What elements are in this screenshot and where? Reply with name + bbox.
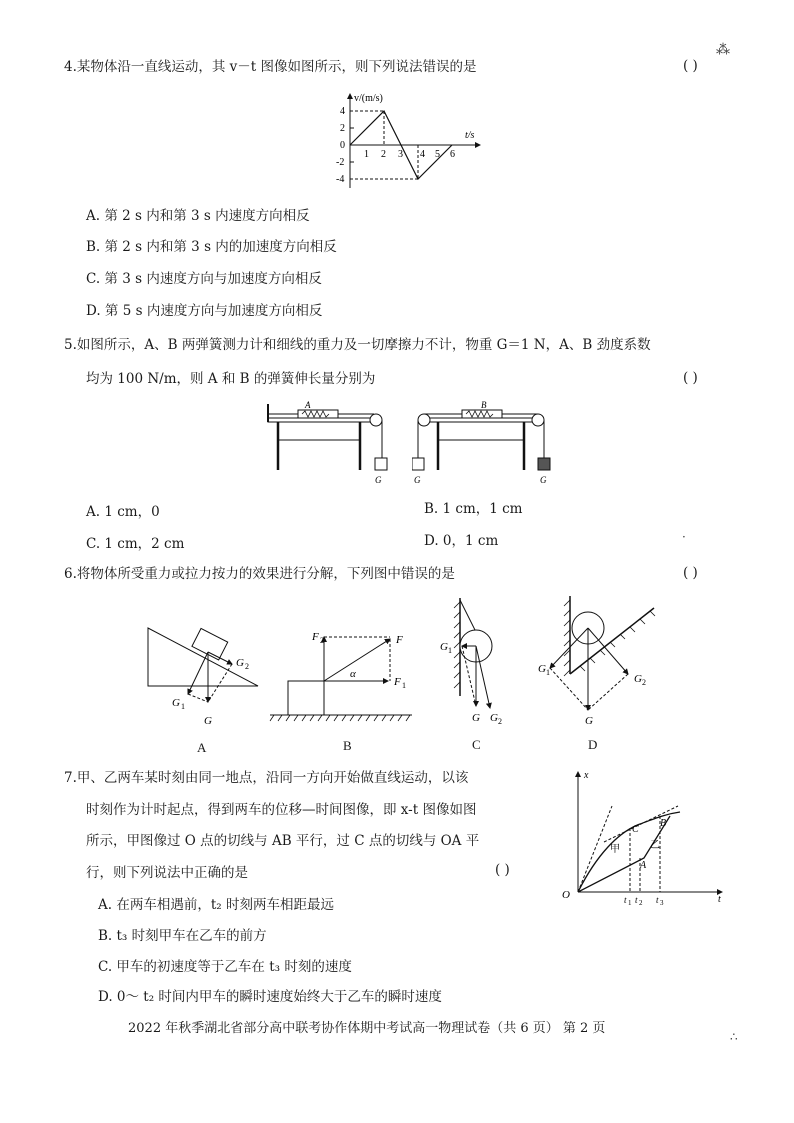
q7-stem-line3: 所示，甲图像过 O 点的切线与 AB 平行，过 C 点的切线与 OA 平 (86, 833, 480, 849)
q7-point-c: C (632, 824, 639, 835)
q6a-g1-label: G (172, 697, 180, 709)
q7-curve-yi-label: 乙 (650, 840, 660, 851)
q6-figure-d (530, 592, 670, 732)
q6b-f2-label: F (312, 631, 319, 643)
q4-xtick: 3 (398, 149, 403, 160)
q6-caption-a[interactable]: A (197, 740, 207, 755)
q7-option-c[interactable]: C. 甲车的初速度等于乙车在 t₃ 时刻的速度 (98, 959, 352, 975)
q6d-g1-label: G (538, 663, 546, 675)
q6b-f2-sub: 2 (320, 636, 324, 645)
q4-ylabel: v/(m/s) (354, 93, 383, 104)
q6b-f1-sub: 1 (402, 681, 406, 690)
q5-weight-right-label: G (540, 475, 547, 485)
q6-figure-b (266, 625, 416, 725)
q5-stem-line2: 均为 100 N/m，则 A 和 B 的弹簧伸长量分别为 (86, 371, 376, 387)
q5-answer-paren: ( ) (683, 370, 698, 386)
q6d-g2-label: G (634, 673, 642, 685)
q5-weight-label: G (375, 475, 382, 485)
q5-spring-b-label: B (481, 400, 487, 410)
q6b-f-label: F (396, 634, 403, 646)
q4-xtick: 2 (381, 149, 386, 160)
scan-mark: ⁂ (716, 42, 730, 58)
q7-stem-line2: 时刻作为计时起点，得到两车的位移—时间图像，即 x-t 图像如图 (86, 802, 477, 818)
q6-figure-c (428, 596, 518, 736)
q7-xt-graph (556, 766, 732, 906)
q6d-g-label: G (585, 715, 593, 727)
q6c-g1-label: G (440, 641, 448, 653)
q6c-g-label: G (472, 712, 480, 724)
q7-curve-yi (578, 816, 670, 892)
q4-option-b[interactable]: B. 第 2 s 内和第 3 s 内的加速度方向相反 (86, 239, 337, 255)
q6c-g2-label: G (490, 712, 498, 724)
q4-ytick: -4 (336, 174, 345, 185)
q7-tick-t2-sub: 2 (639, 899, 643, 906)
q6c-g1-sub: 1 (448, 646, 452, 655)
q6a-g2-label: G (236, 657, 244, 669)
scan-mark: · (682, 530, 686, 544)
q4-vt-graph (310, 88, 510, 192)
q6-stem: 6.将物体所受重力或拉力按力的效果进行分解，下列图中错误的是 (64, 566, 455, 582)
q7-answer-paren: ( ) (495, 862, 510, 878)
q4-option-c[interactable]: C. 第 3 s 内速度方向与加速度方向相反 (86, 271, 322, 287)
q7-stem-line4: 行，则下列说法中正确的是 (86, 865, 248, 881)
q6b-f1-label: F (394, 676, 401, 688)
q5-spring-a-label: A (305, 400, 311, 410)
q6-caption-d[interactable]: D (588, 737, 598, 752)
q7-option-d[interactable]: D. 0～ t₂ 时间内甲车的瞬时速度始终大于乙车的瞬时速度 (98, 989, 442, 1005)
q6a-g1-sub: 1 (181, 702, 185, 711)
q5-weight-left-label: G (414, 475, 421, 485)
q7-tick-t1-sub: 1 (628, 899, 632, 906)
q4-xtick: 6 (450, 149, 455, 160)
q6-caption-c[interactable]: C (472, 737, 481, 752)
q7-stem-line1: 7.甲、乙两车某时刻由同一地点，沿同一方向开始做直线运动，以该 (64, 770, 469, 786)
q7-tick-t3: t (656, 895, 659, 905)
q5-option-b[interactable]: B. 1 cm，1 cm (424, 501, 523, 517)
q6d-g2-sub: 2 (642, 678, 646, 687)
q4-ytick: -2 (336, 157, 345, 168)
q4-xtick: 1 (364, 149, 369, 160)
q6b-alpha-label: α (350, 668, 356, 680)
q6-caption-b[interactable]: B (343, 738, 352, 753)
q7-point-b: B (660, 818, 667, 829)
q5-option-c[interactable]: C. 1 cm，2 cm (86, 536, 185, 552)
q5-option-a[interactable]: A. 1 cm，0 (86, 504, 160, 520)
q4-option-a[interactable]: A. 第 2 s 内和第 3 s 内速度方向相反 (86, 208, 310, 224)
q4-xtick: 5 (435, 149, 440, 160)
q7-option-a[interactable]: A. 在两车相遇前，t₂ 时刻两车相距最远 (98, 897, 334, 913)
q7-tick-t2: t (635, 895, 638, 905)
q7-xaxis-label: t (718, 894, 721, 905)
q5-option-d[interactable]: D. 0，1 cm (424, 533, 499, 549)
q4-ytick: 0 (340, 140, 345, 151)
q7-tick-t3-sub: 3 (660, 899, 664, 906)
q4-xtick: 4 (420, 149, 425, 160)
q7-tick-t1: t (624, 895, 627, 905)
q6c-g2-sub: 2 (498, 717, 502, 726)
q6a-g-label: G (204, 715, 212, 727)
q4-ytick: 2 (340, 123, 345, 134)
q4-ytick: 4 (340, 106, 345, 117)
q5-figure-b (412, 400, 562, 492)
q5-figure-a (262, 400, 402, 492)
q6-figure-a (140, 620, 270, 730)
q4-answer-paren: ( ) (683, 58, 698, 74)
q6d-g1-sub: 1 (546, 668, 550, 677)
q6-answer-paren: ( ) (683, 565, 698, 581)
q7-curve-jia-label: 甲 (610, 844, 620, 855)
scan-mark: ∴ (730, 1030, 738, 1044)
q7-origin-label: O (562, 889, 570, 901)
q7-yaxis-label: x (584, 770, 589, 781)
q5-stem-line1: 5.如图所示，A、B 两弹簧测力计和细线的重力及一切摩擦力不计，物重 G＝1 N，A、B 劲度系数 (64, 337, 651, 353)
q4-xlabel: t/s (465, 130, 475, 141)
q7-option-b[interactable]: B. t₃ 时刻甲车在乙车的前方 (98, 928, 267, 944)
q6a-g2-sub: 2 (245, 662, 249, 671)
q4-stem: 4.某物体沿一直线运动，其 v－t 图像如图所示，则下列说法错误的是 (64, 59, 477, 75)
q4-option-d[interactable]: D. 第 5 s 内速度方向与加速度方向相反 (86, 303, 323, 319)
page-footer: 2022 年秋季湖北省部分高中联考协作体期中考试高一物理试卷（共 6 页） 第 2 页 (128, 1021, 606, 1036)
q7-point-a: A (640, 860, 647, 871)
